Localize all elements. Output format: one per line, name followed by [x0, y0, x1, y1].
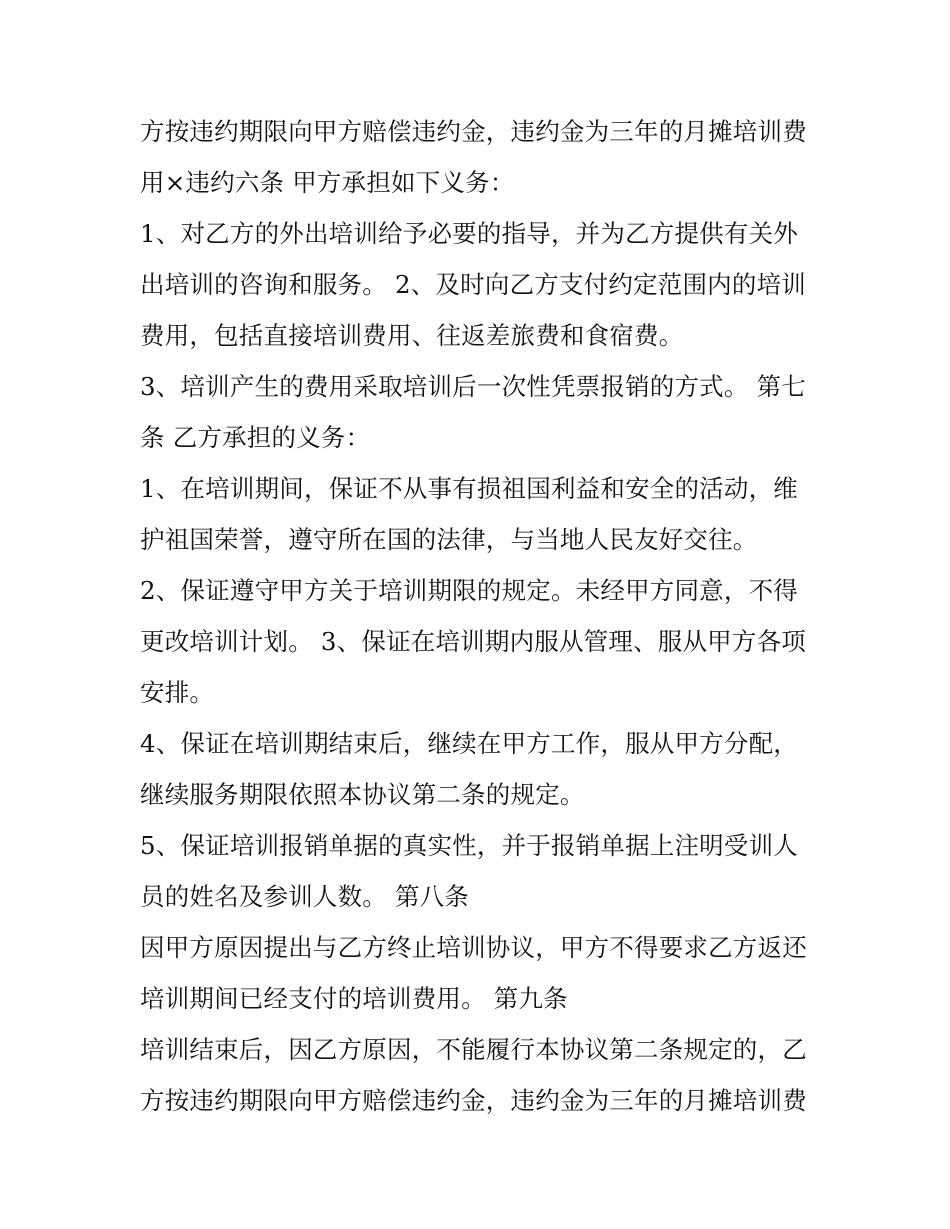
- text-line: 出培训的咨询和服务。 2、及时向乙方支付约定范围内的培训: [140, 270, 806, 299]
- text-line: 3、培训产生的费用采取培训后一次性凭票报销的方式。 第七: [140, 372, 806, 401]
- text-line: 员的姓名及参训人数。 第八条: [140, 882, 470, 911]
- text-line: 继续服务期限依照本协议第二条的规定。: [140, 780, 585, 809]
- text-line: 更改培训计划。 3、保证在培训期内服从管理、服从甲方各项: [140, 627, 806, 656]
- text-line: 4、保证在培训期结束后，继续在甲方工作，服从甲方分配，: [140, 729, 798, 758]
- text-line: 2、保证遵守甲方关于培训期限的规定。未经甲方同意，不得: [140, 576, 798, 605]
- text-line: 用×违约六条 甲方承担如下义务：: [140, 168, 515, 197]
- document-body: [140, 106, 820, 1126]
- text-line: 安排。: [140, 678, 215, 707]
- text-line: 方按违约期限向甲方赔偿违约金，违约金为三年的月摊培训费: [140, 117, 807, 146]
- text-line: 培训期间已经支付的培训费用。 第九条: [140, 984, 568, 1013]
- text-line: 5、保证培训报销单据的真实性，并于报销单据上注明受训人: [140, 831, 798, 860]
- text-line: 条 乙方承担的义务：: [140, 423, 371, 452]
- text-line: 1、对乙方的外出培训给予必要的指导，并为乙方提供有关外: [140, 219, 798, 248]
- text-line: 护祖国荣誉，遵守所在国的法律，与当地人民友好交往。: [140, 525, 758, 554]
- text-line: 1、在培训期间，保证不从事有损祖国利益和安全的活动，维: [140, 474, 798, 503]
- text-line: 培训结束后，因乙方原因，不能履行本协议第二条规定的，乙: [140, 1035, 807, 1064]
- text-line: 费用，包括直接培训费用、往返差旅费和食宿费。: [140, 321, 684, 350]
- text-line: 因甲方原因提出与乙方终止培训协议，甲方不得要求乙方返还: [140, 933, 807, 962]
- text-line: 方按违约期限向甲方赔偿违约金，违约金为三年的月摊培训费: [140, 1086, 807, 1115]
